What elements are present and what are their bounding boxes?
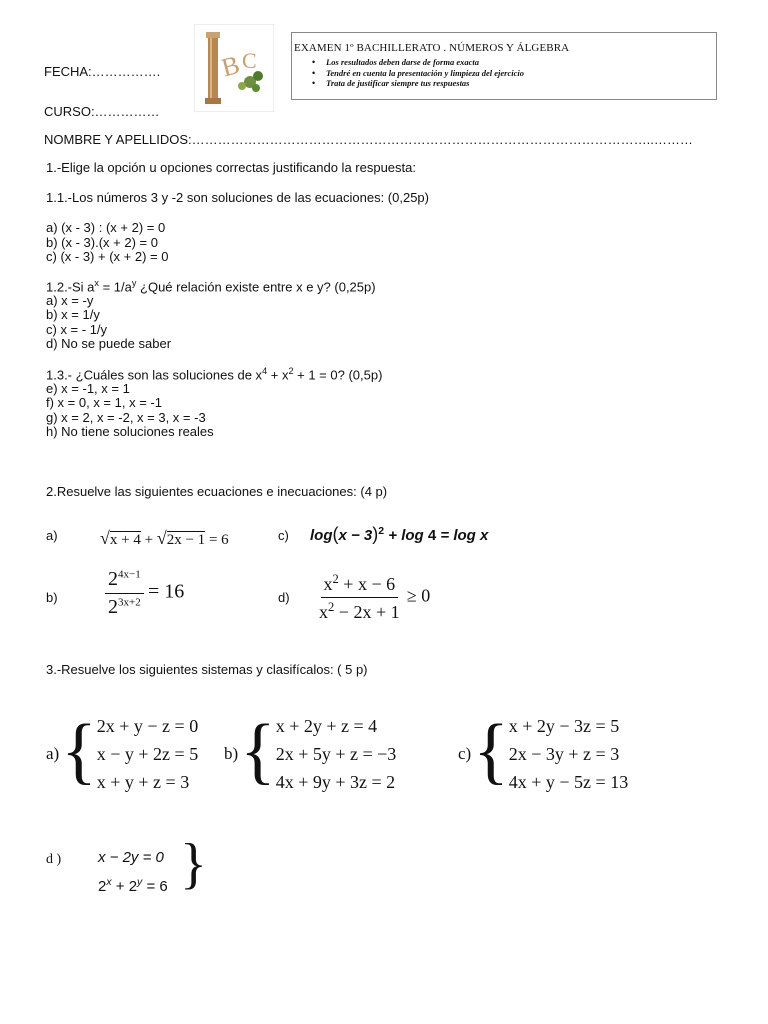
q11-option-c: c) (x - 3) + (x + 2) = 0 <box>46 249 169 264</box>
school-logo <box>194 24 274 112</box>
q3-label-d: d ) <box>46 852 62 867</box>
q11-title: 1.1.-Los números 3 y -2 son soluciones de las ecuaciones: (0,25p) <box>46 190 429 205</box>
q12-option-d: d) No se puede saber <box>46 336 172 351</box>
q2-equation-b: $\frac{2^{4x-1}}{2^{3x+2}}$ = 16 <box>105 568 184 619</box>
q12-title: 1.2.-Si $a^x = 1/a^y$ ¿Qué relación existe entre x e y? (0,25p) <box>46 278 376 295</box>
exam-info-box <box>291 32 717 100</box>
q2-equation-a: √x + 4 + √2x − 1 = 6 <box>100 528 229 548</box>
fecha-field: FECHA:……………. <box>44 64 161 79</box>
q11-option-b: b) (x - 3).(x + 2) = 0 <box>46 235 158 250</box>
q2-label-a: a) <box>46 528 58 543</box>
exam-rule: • Trata de justificar siempre tus respuestas <box>312 78 524 89</box>
curso-field: CURSO:…………… <box>44 104 160 119</box>
q12-option-a: a) x = -y <box>46 293 94 308</box>
nombre-field: NOMBRE Y APELLIDOS:……………………………………………………………………………………………..……… <box>44 132 693 147</box>
q13-option-h: h) No tiene soluciones reales <box>46 424 214 439</box>
q1-title: 1.-Elige la opción u opciones correctas justificando la respuesta: <box>46 160 416 175</box>
q3-title: 3.-Resuelve los siguientes sistemas y clasifícalos: ( 5 p) <box>46 662 368 677</box>
q3-system-d-brace: } <box>180 833 207 895</box>
svg-text:B: B <box>218 49 243 83</box>
q3-system-d: x − 2y = 0 $2^x + 2^y = 6$ <box>98 849 168 895</box>
q12-option-c: c) x = - 1/y <box>46 322 108 337</box>
svg-text:C: C <box>242 48 257 73</box>
q11-option-a: a) (x - 3) : (x + 2) = 0 <box>46 220 166 235</box>
exam-title: EXAMEN 1º BACHILLERATO . NÚMEROS Y ÁLGEBRA <box>294 42 570 54</box>
exam-rule: • Tendré en cuenta la presentación y limpieza del ejercicio <box>312 68 524 79</box>
q12-option-b: b) x = 1/y <box>46 307 100 322</box>
q13-option-e: e) x = -1, x = 1 <box>46 381 130 396</box>
q3-system-c: c) { x + 2y − 3z = 5 2x − 3y + z = 3 4x + y − 5z = 13 <box>458 710 629 792</box>
q2-title: 2.Resuelve las siguientes ecuaciones e inecuaciones: (4 p) <box>46 484 388 499</box>
q2-equation-c: $\log(x - 3)^2 + \log 4 = \log x$ <box>310 524 489 544</box>
q3-system-b: b) { x + 2y + z = 4 2x + 5y + z = −3 4x + 9y + 3z = 2 <box>224 710 397 792</box>
q2-label-b: b) <box>46 590 58 605</box>
q13-title: 1.3.- ¿Cuáles son las soluciones de $x^4 + x^2 + 1 = 0$? (0,5p) <box>46 366 383 383</box>
exam-rules-list <box>312 57 524 89</box>
q3-system-a: a) { 2x + y − z = 0 x − y + 2z = 5 x + y + z = 3 <box>46 710 199 792</box>
q2-equation-d: $\frac{x^2 + x - 6}{x^2 - 2x + 1}$ ≥ 0 <box>319 572 431 622</box>
q13-option-g: g) x = 2, x = -2, x = 3, x = -3 <box>46 410 206 425</box>
q13-option-f: f) x = 0, x = 1, x = -1 <box>46 395 162 410</box>
q2-label-c: c) <box>278 528 289 543</box>
q2-label-d: d) <box>278 590 290 605</box>
exam-rule: • Los resultados deben darse de forma exacta <box>312 57 524 68</box>
